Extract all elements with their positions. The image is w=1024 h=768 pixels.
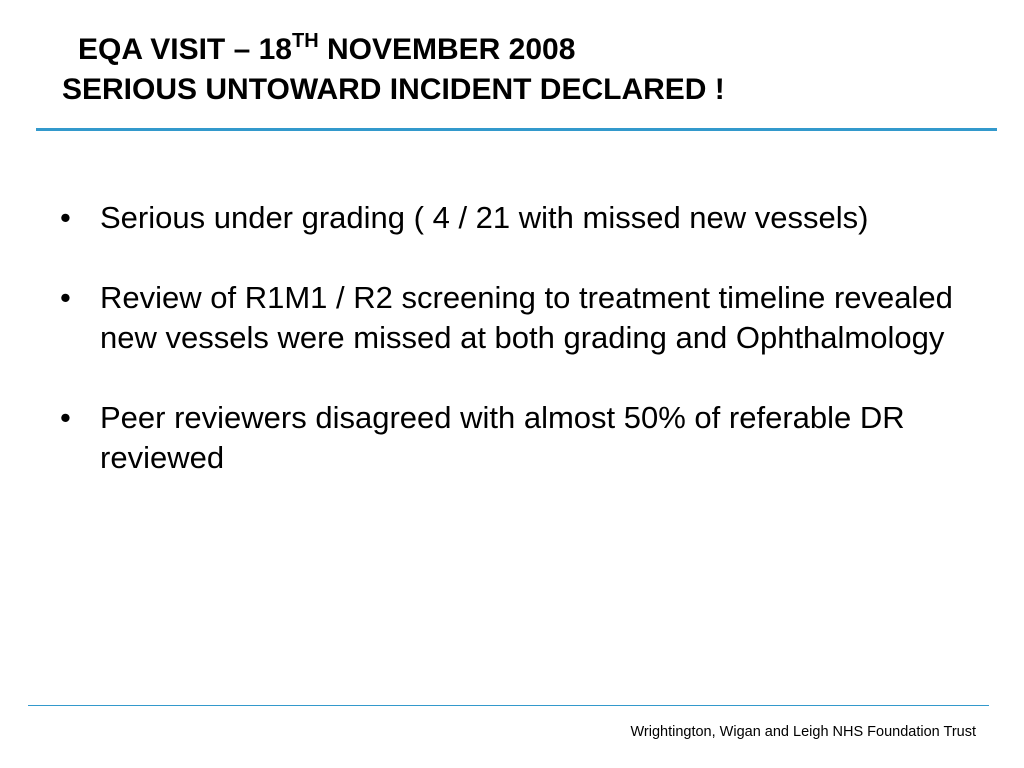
bullet-text: Review of R1M1 / R2 screening to treatment timeline revealed new vessels were missed at both grading and Ophthalmology	[100, 280, 953, 355]
bullet-text: Peer reviewers disagreed with almost 50% of referable DR reviewed	[100, 400, 905, 475]
bullet-icon: •	[60, 400, 71, 435]
title-line-1-start: EQA VISIT – 18	[78, 33, 292, 66]
title-divider	[36, 128, 997, 131]
bullet-icon: •	[60, 200, 71, 235]
footer-organization: Wrightington, Wigan and Leigh NHS Foundation Trust	[630, 724, 976, 740]
bullet-item	[60, 278, 960, 358]
bullet-item	[60, 198, 960, 238]
title-line-1	[62, 30, 1002, 70]
bullet-icon: •	[60, 280, 71, 315]
bullet-list	[60, 198, 960, 518]
title-superscript: TH	[291, 30, 319, 52]
slide-title	[62, 30, 1002, 110]
footer-divider	[28, 705, 989, 706]
bullet-item	[60, 398, 960, 478]
title-line-2: SERIOUS UNTOWARD INCIDENT DECLARED !	[62, 73, 725, 106]
title-line-1-end: NOVEMBER 2008	[318, 33, 576, 66]
bullet-text: Serious under grading ( 4 / 21 with missed new vessels)	[100, 200, 869, 235]
